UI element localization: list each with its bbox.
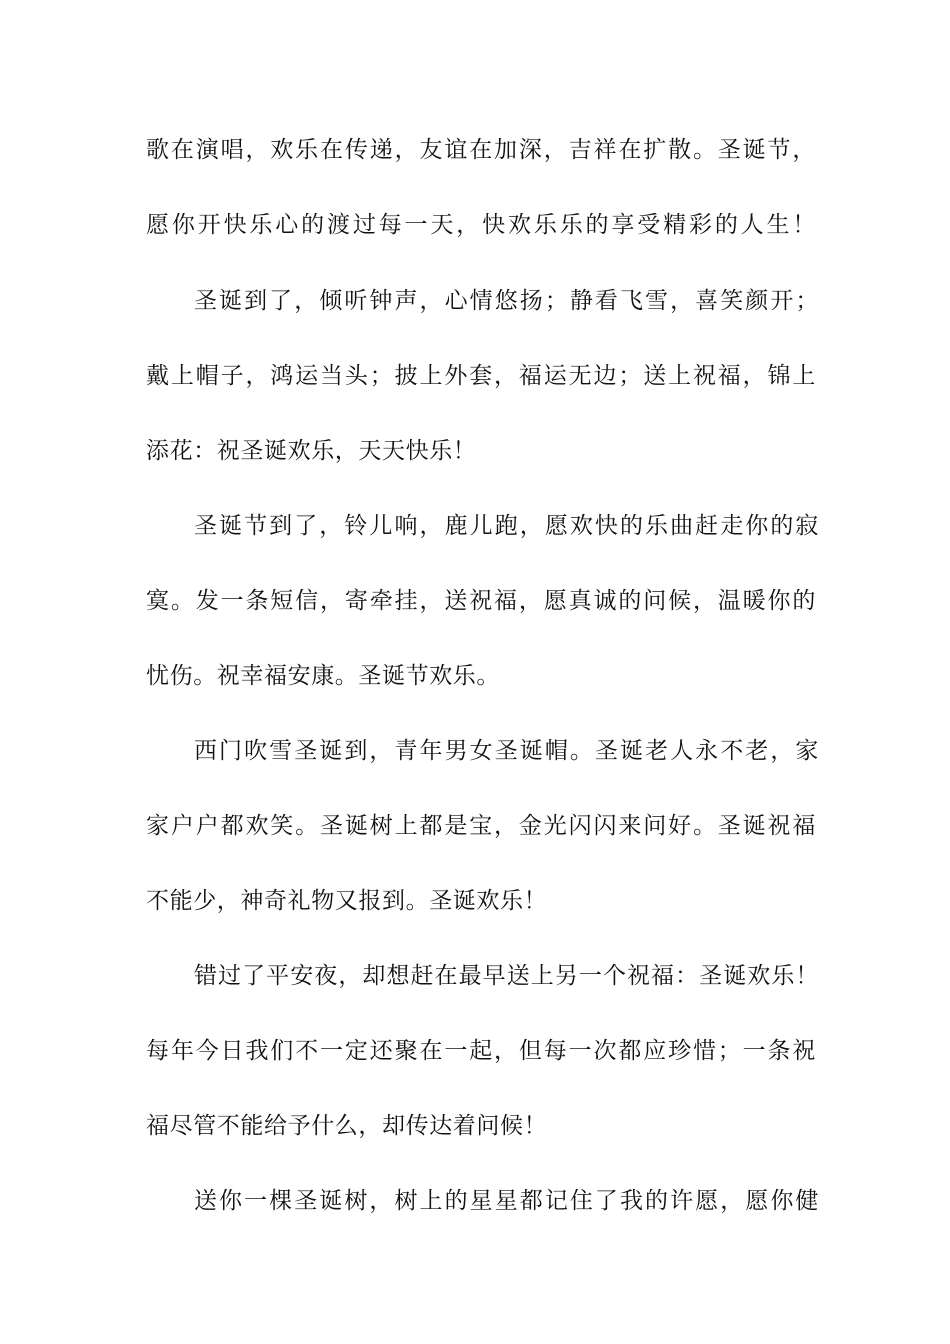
- text-line: 歌在演唱，欢乐在传递，友谊在加深，吉祥在扩散。圣诞节，: [146, 137, 816, 163]
- paragraph-first-line: 圣诞到了，倾听钟声，心情悠扬；静看飞雪，喜笑颜开；: [194, 288, 819, 314]
- paragraph-first-line: 西门吹雪圣诞到，青年男女圣诞帽。圣诞老人永不老，家: [194, 738, 819, 764]
- text-line: 寞。发一条短信，寄牵挂，送祝福，愿真诚的问候，温暖你的: [146, 588, 816, 614]
- text-line: 忧伤。祝幸福安康。圣诞节欢乐。: [146, 663, 500, 689]
- paragraph-first-line: 错过了平安夜，却想赶在最早送上另一个祝福：圣诞欢乐！: [194, 963, 819, 989]
- text-line: 福尽管不能给予什么，却传达着问候！: [146, 1113, 548, 1139]
- paragraph-first-line: 圣诞节到了，铃儿响，鹿儿跑，愿欢快的乐曲赶走你的寂: [194, 513, 819, 539]
- text-line: 不能少，神奇礼物又报到。圣诞欢乐！: [146, 888, 548, 914]
- text-line: 愿你开快乐心的渡过每一天，快欢乐乐的享受精彩的人生！: [146, 212, 816, 238]
- text-line: 戴上帽子，鸿运当头；披上外套，福运无边；送上祝福，锦上: [146, 363, 816, 389]
- paragraph-first-line: 送你一棵圣诞树，树上的星星都记住了我的许愿，愿你健: [194, 1188, 819, 1214]
- text-line: 家户户都欢笑。圣诞树上都是宝，金光闪闪来问好。圣诞祝福: [146, 813, 816, 839]
- text-line: 每年今日我们不一定还聚在一起，但每一次都应珍惜；一条祝: [146, 1038, 816, 1064]
- text-line: 添花：祝圣诞欢乐，天天快乐！: [146, 438, 477, 464]
